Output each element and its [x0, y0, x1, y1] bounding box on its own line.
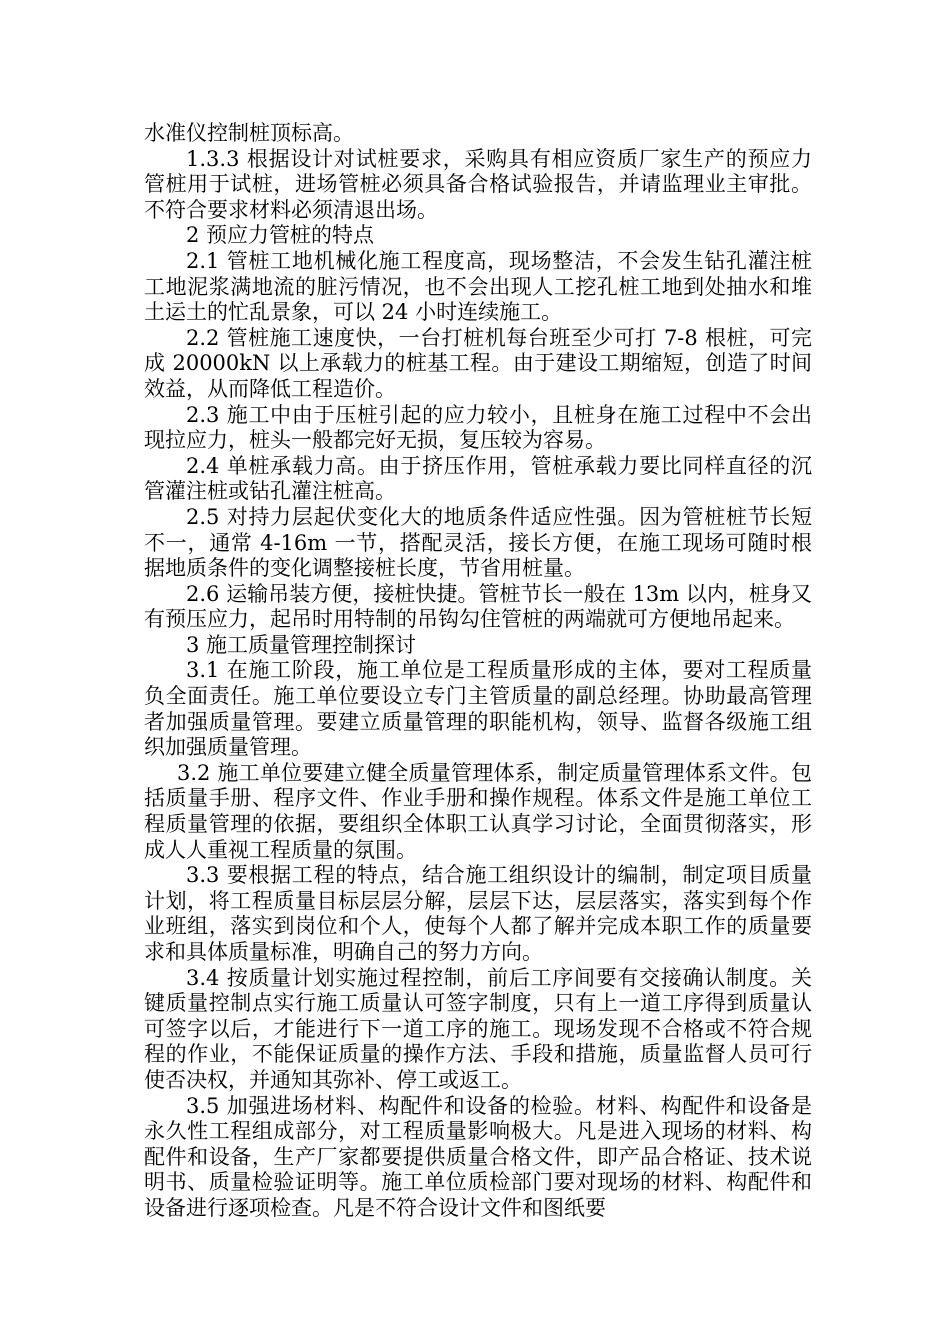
paragraph-3-4: 3.4 按质量计划实施过程控制，前后工序间要有交接确认制度。关键质量控制点实行施工质量认可签字制度，只有上一道工序得到质量认可签字以后，才能进行下一道工序的施工。现场发现不合格或不符合规程的作业，不能保证质量的操作方法、手段和措施，质量监督人员可行使否决权，并通知其弥补、停工或返工。 — [144, 965, 812, 1092]
paragraph-2-1: 2.1 管桩工地机械化施工程度高，现场整洁，不会发生钻孔灌注桩工地泥浆满地流的脏污情况，也不会出现人工挖孔桩工地到处抽水和堆土运土的忙乱景象，可以 24 小时连续施工。 — [144, 248, 812, 325]
document-page — [144, 121, 812, 1222]
paragraph-2-5: 2.5 对持力层起伏变化大的地质条件适应性强。因为管桩桩节长短不一，通常 4-16m 一节，搭配灵活，接长方便，在施工现场可随时根据地质条件的变化调整接桩长度，节省用桩量。 — [144, 504, 812, 581]
paragraph-1: 1.3.3 根据设计对试桩要求，采购具有相应资质厂家生产的预应力管桩用于试桩，进场管桩必须具备合格试验报告，并请监理业主审批。不符合要求材料必须清退出场。 — [144, 146, 812, 222]
section-heading-3: 3 施工质量管理控制探讨 — [186, 632, 417, 657]
paragraph-2-3: 2.3 施工中由于压桩引起的应力较小，且桩身在施工过程中不会出现拉应力，桩头一般都完好无损，复压较为容易。 — [144, 402, 812, 453]
paragraph-3-3: 3.3 要根据工程的特点，结合施工组织设计的编制，制定项目质量计划，将工程质量目标层层分解，层层下达，层层落实，落实到每个作业班组，落实到岗位和个人，使每个人都了解并完成本职工作的质量要求和具体质量标准，明确自己的努力方向。 — [144, 863, 812, 964]
paragraph-2-2: 2.2 管桩施工速度快，一台打桩机每台班至少可打 7-8 根桩，可完成 20000kN 以上承载力的桩基工程。由于建设工期缩短，创造了时间效益，从而降低工程造价。 — [144, 325, 812, 401]
paragraph-3-5: 3.5 加强进场材料、构配件和设备的检验。材料、构配件和设备是永久性工程组成部分，对工程质量影响极大。凡是进入现场的材料、构配件和设备，生产厂家都要提供质量合格文件，即产品合格证、技术说明书、质量检验证明等。施工单位质检部门要对现场的材料、构配件和设备进行逐项检查。凡是不符合设计文件和图纸要 — [144, 1093, 812, 1220]
paragraph-3-2: 3.2 施工单位要建立健全质量管理体系，制定质量管理体系文件。包括质量手册、程序文件、作业手册和操作规程。体系文件是施工单位工程质量管理的依据，要组织全体职工认真学习讨论，全面贯彻落实，形成人人重视工程质量的氛围。 — [144, 760, 812, 862]
paragraph-3-1: 3.1 在施工阶段，施工单位是工程质量形成的主体，要对工程质量负全面责任。施工单位要设立专门主管质量的副总经理。协助最高管理者加强质量管理。要建立质量管理的职能机构，领导、监督各级施工组织加强质量管理。 — [144, 658, 812, 760]
paragraph-2-6: 2.6 运输吊装方便，接桩快捷。管桩节长一般在 13m 以内，桩身又有预压应力，起吊时用特制的吊钩勾住管桩的两端就可方便地吊起来。 — [144, 581, 812, 632]
paragraph-0: 水准仪控制桩顶标高。 — [144, 121, 354, 145]
section-heading-2: 2 预应力管桩的特点 — [186, 223, 375, 248]
paragraph-2-4: 2.4 单桩承载力高。由于挤压作用，管桩承载力要比同样直径的沉管灌注桩或钻孔灌注桩高。 — [144, 453, 812, 504]
